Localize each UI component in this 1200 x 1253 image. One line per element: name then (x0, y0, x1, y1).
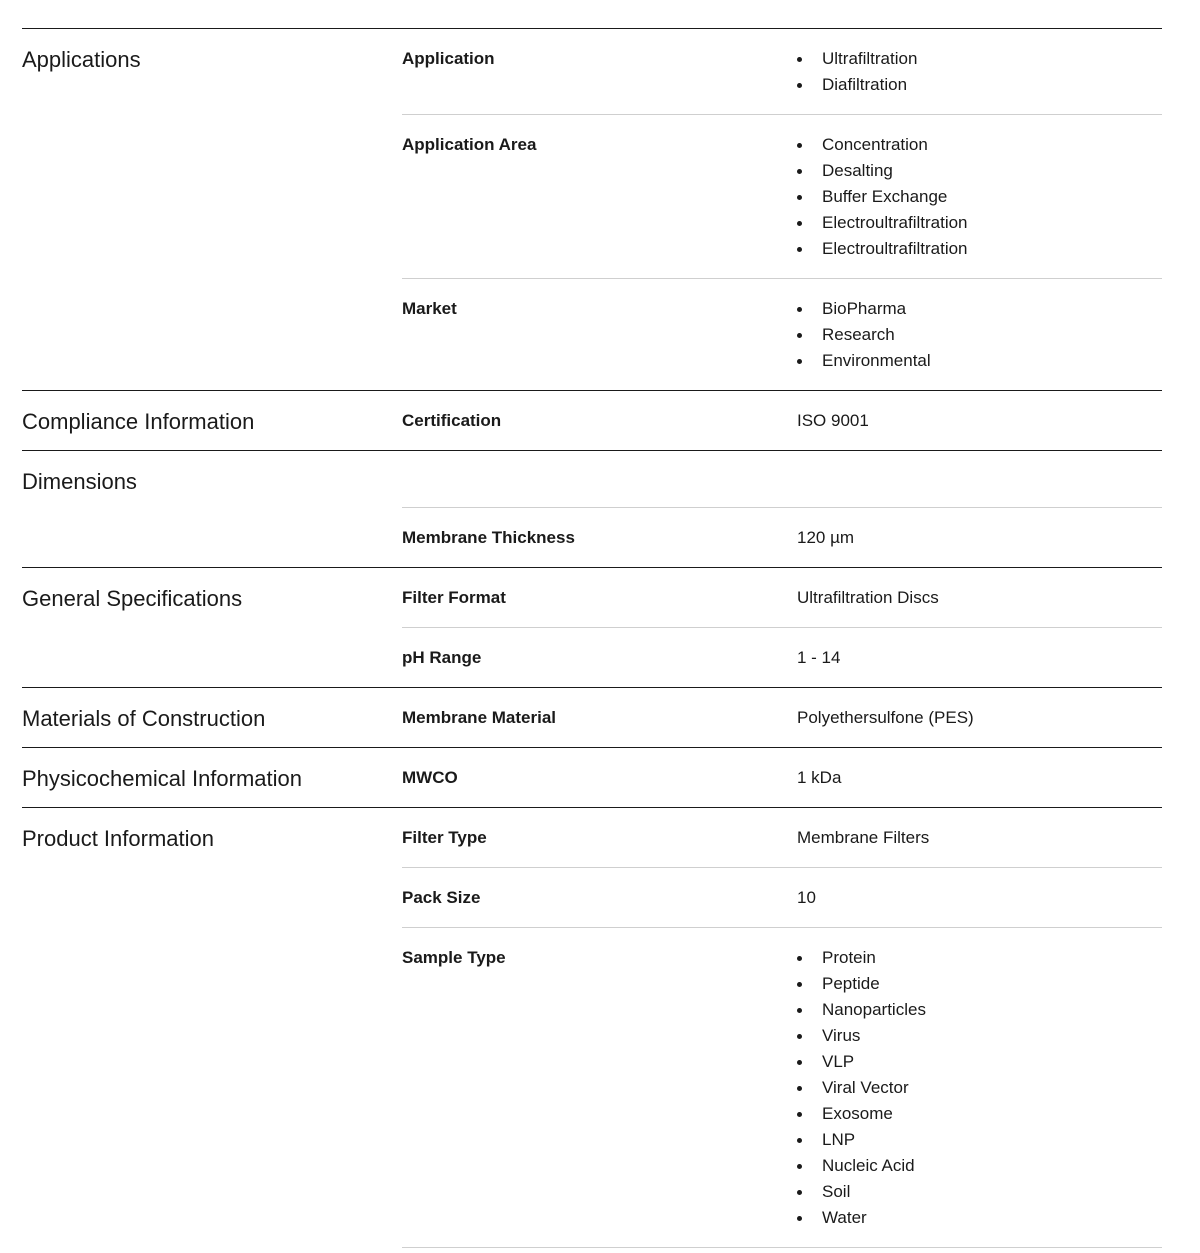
list-item: Environmental (797, 348, 1162, 374)
spec-row-filter-format (402, 568, 1162, 628)
section-physicochemical-information (22, 747, 1162, 807)
spec-label (402, 468, 797, 491)
spec-label: Sample Type (402, 948, 506, 967)
list-item: Electroultrafiltration (797, 236, 1162, 262)
spec-label: Market (402, 299, 457, 318)
spec-value-list (797, 945, 1162, 1231)
spec-value (797, 296, 1162, 374)
section-title: Dimensions (22, 469, 137, 494)
list-item: VLP (797, 1049, 1162, 1075)
spec-value: Ultrafiltration Discs (797, 588, 939, 607)
spec-value (797, 945, 1162, 1231)
specifications-table (22, 28, 1162, 1248)
list-item: Virus (797, 1023, 1162, 1049)
section-title: Product Information (22, 826, 214, 851)
section-title: Materials of Construction (22, 706, 266, 731)
section-rows (402, 688, 1162, 747)
spec-label: Application Area (402, 135, 537, 154)
spec-value-list (797, 296, 1162, 374)
spec-value-list (797, 132, 1162, 262)
section-applications (22, 28, 1162, 390)
list-item: LNP (797, 1127, 1162, 1153)
spec-label: Filter Type (402, 828, 487, 847)
spec-value (797, 468, 1162, 491)
spec-value: 1 kDa (797, 768, 842, 787)
section-dimensions (22, 450, 1162, 567)
spec-row-sample-type (402, 928, 1162, 1248)
section-compliance-information (22, 390, 1162, 450)
spec-label: Filter Format (402, 588, 506, 607)
spec-label: Application (402, 49, 495, 68)
list-item: Diafiltration (797, 72, 1162, 98)
spec-row-application (402, 29, 1162, 115)
list-item: Research (797, 322, 1162, 348)
list-item: Nanoparticles (797, 997, 1162, 1023)
list-item: Water (797, 1205, 1162, 1231)
section-title: General Specifications (22, 586, 243, 611)
spec-label: Membrane Thickness (402, 528, 575, 547)
spec-label: MWCO (402, 768, 458, 787)
spec-value (797, 132, 1162, 262)
spec-row-application-area (402, 115, 1162, 279)
spec-value-list (797, 46, 1162, 98)
section-rows (402, 568, 1162, 687)
section-general-specifications (22, 567, 1162, 687)
section-title: Applications (22, 47, 141, 72)
section-rows (402, 391, 1162, 450)
spec-value: Polyethersulfone (PES) (797, 708, 974, 727)
spec-label: pH Range (402, 648, 482, 667)
spec-row-filter-type (402, 808, 1162, 868)
section-rows (402, 808, 1162, 1248)
spec-value: 120 µm (797, 528, 855, 547)
spec-value: 10 (797, 888, 816, 907)
section-title: Physicochemical Information (22, 766, 303, 791)
spec-row-market (402, 279, 1162, 390)
spec-row-blank (402, 451, 1162, 508)
spec-label: Membrane Material (402, 708, 556, 727)
list-item: Concentration (797, 132, 1162, 158)
spec-label: Pack Size (402, 888, 481, 907)
section-materials-of-construction (22, 687, 1162, 747)
list-item: Nucleic Acid (797, 1153, 1162, 1179)
section-rows (402, 748, 1162, 807)
spec-row-pack-size (402, 868, 1162, 928)
section-rows (402, 451, 1162, 567)
list-item: Ultrafiltration (797, 46, 1162, 72)
spec-value: ISO 9001 (797, 411, 869, 430)
spec-value (797, 46, 1162, 98)
list-item: Peptide (797, 971, 1162, 997)
list-item: Electroultrafiltration (797, 210, 1162, 236)
spec-row-ph-range (402, 628, 1162, 687)
list-item: BioPharma (797, 296, 1162, 322)
list-item: Viral Vector (797, 1075, 1162, 1101)
spec-value: Membrane Filters (797, 828, 930, 847)
section-title: Compliance Information (22, 409, 255, 434)
list-item: Desalting (797, 158, 1162, 184)
spec-row-certification (402, 391, 1162, 450)
spec-value: 1 - 14 (797, 648, 841, 667)
section-rows (402, 29, 1162, 390)
spec-row-membrane-material (402, 688, 1162, 747)
spec-row-membrane-thickness (402, 508, 1162, 567)
list-item: Protein (797, 945, 1162, 971)
spec-label: Certification (402, 411, 502, 430)
list-item: Exosome (797, 1101, 1162, 1127)
spec-row-mwco (402, 748, 1162, 807)
list-item: Buffer Exchange (797, 184, 1162, 210)
section-product-information (22, 807, 1162, 1248)
list-item: Soil (797, 1179, 1162, 1205)
